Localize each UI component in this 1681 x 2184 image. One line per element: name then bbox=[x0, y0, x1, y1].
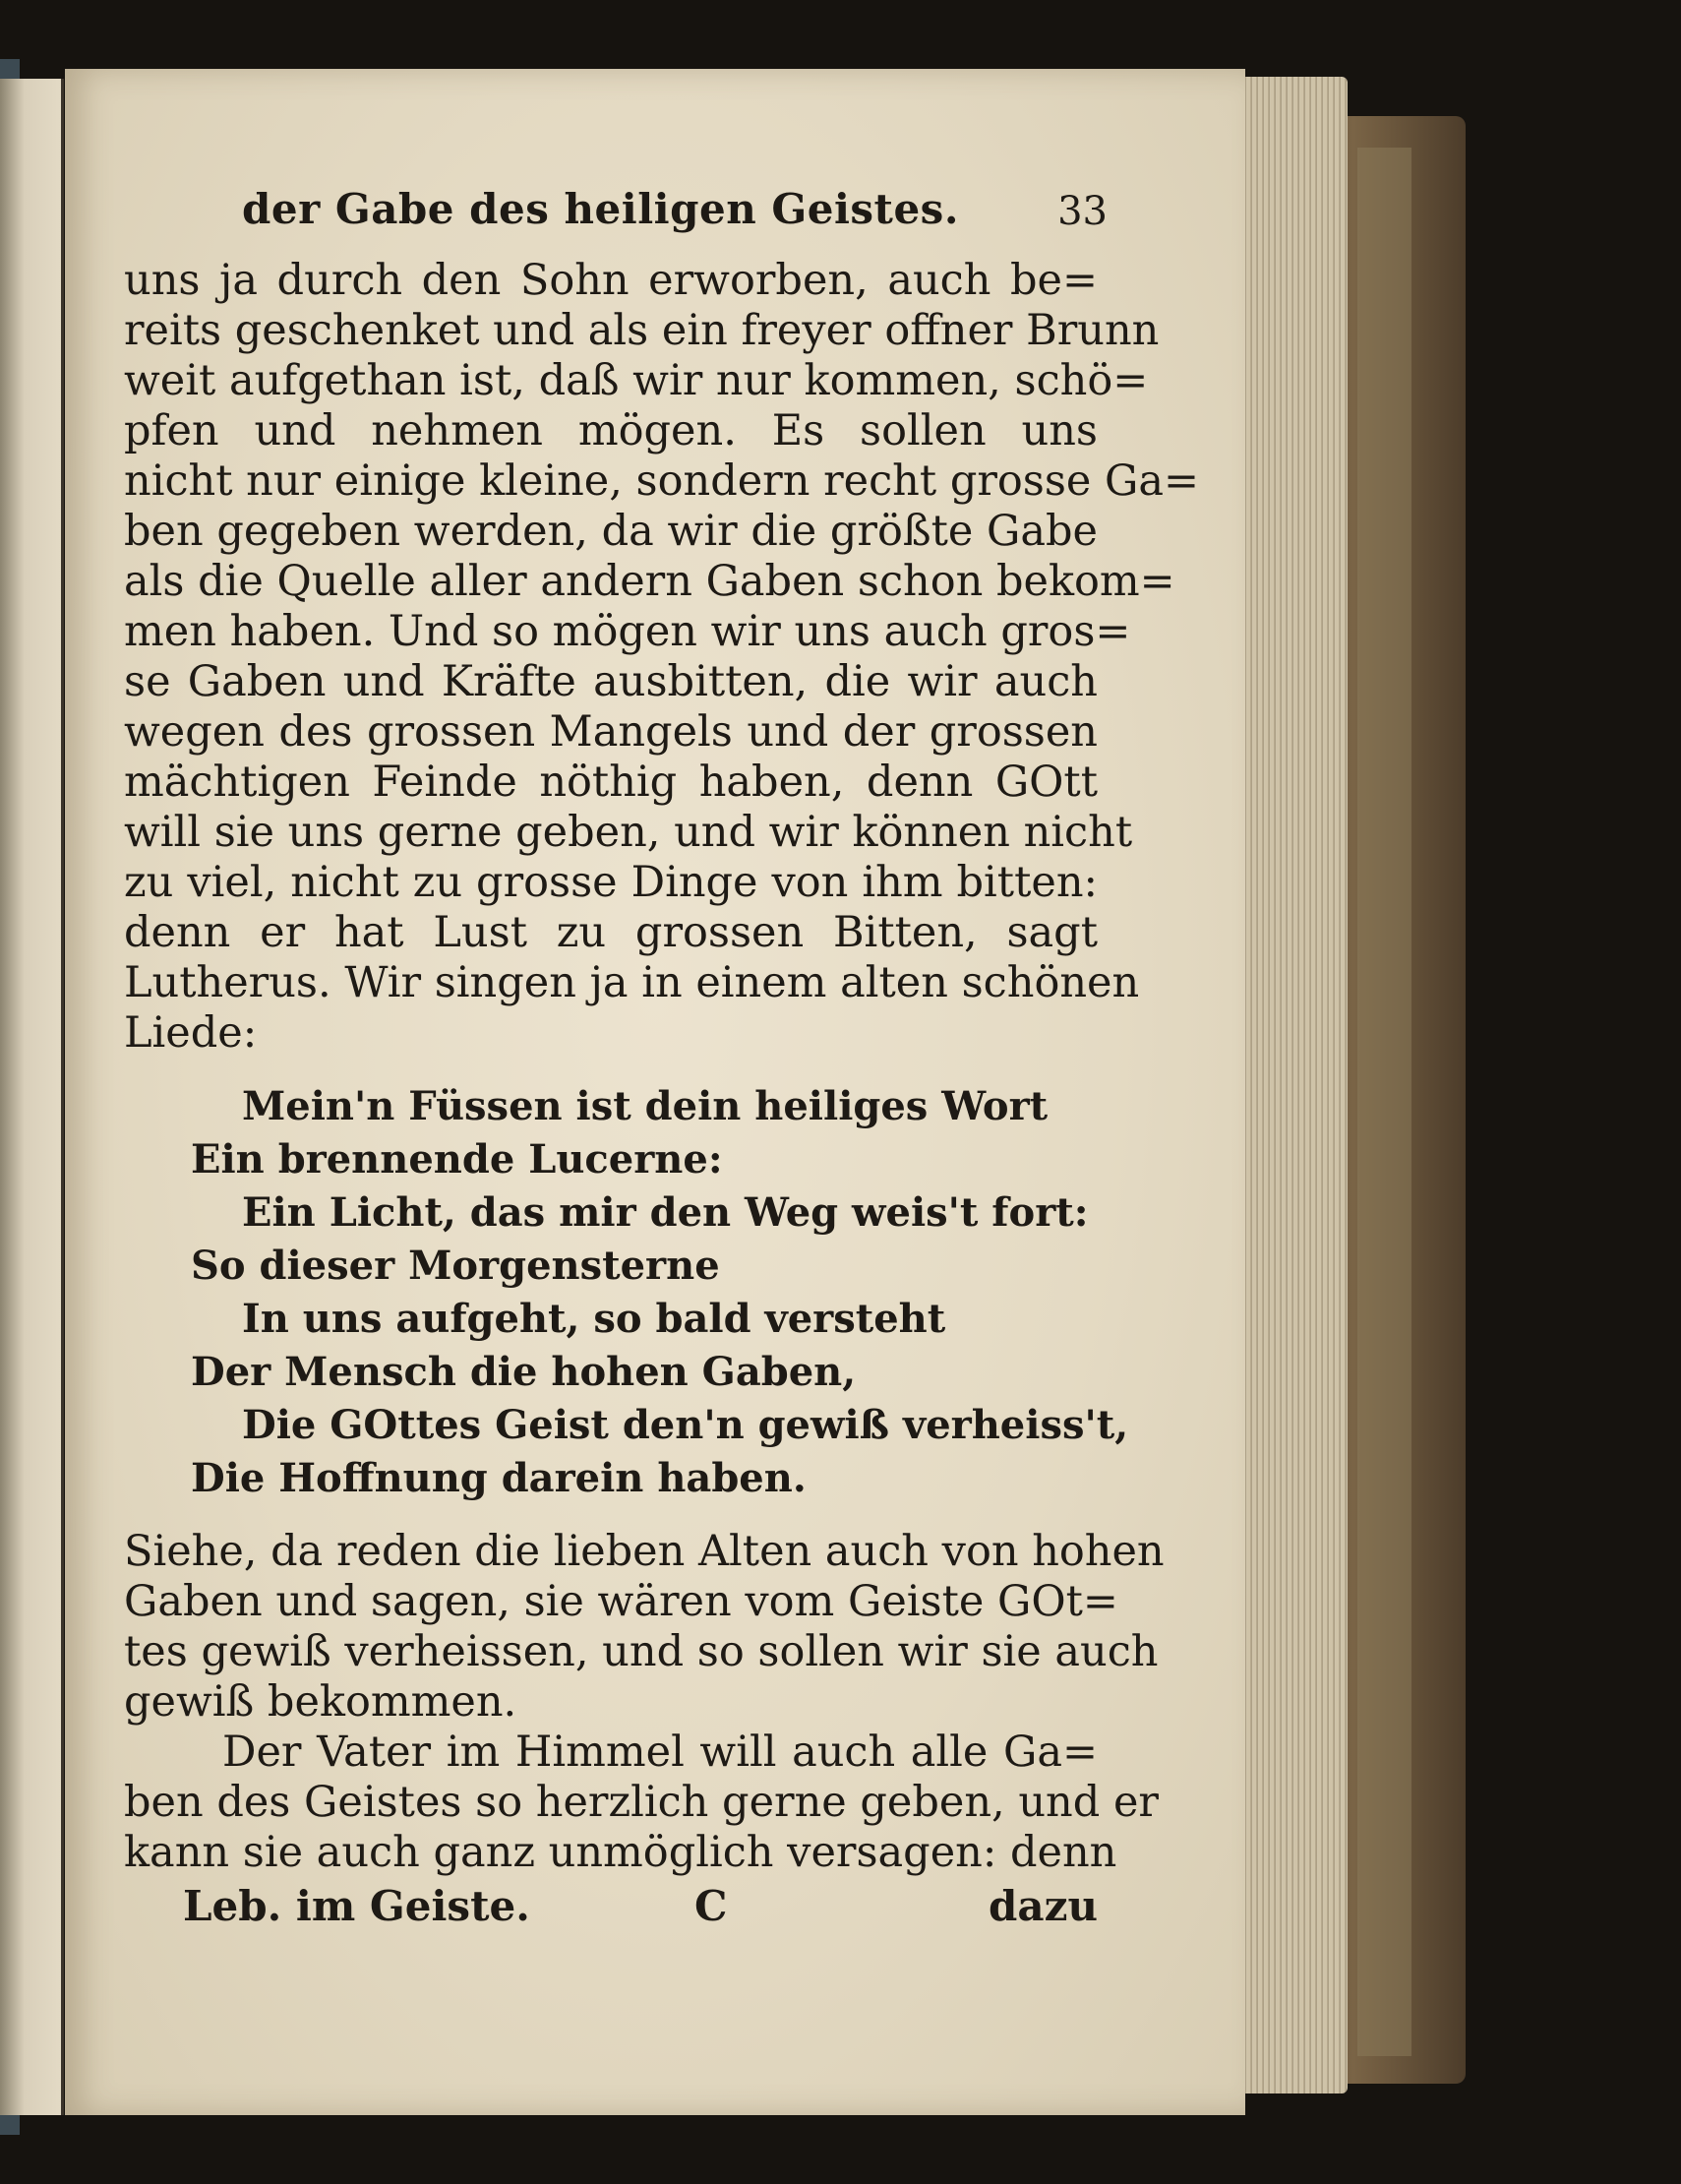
text-line: denn er hat Lust zu grossen Bitten, sagt bbox=[124, 908, 1098, 957]
text-line: Lutherus. Wir singen ja in einem alten schönen bbox=[124, 958, 1140, 1007]
text-line: men haben. Und so mögen wir uns auch gros= bbox=[124, 607, 1131, 656]
paragraph-3 bbox=[124, 1728, 1159, 1878]
text-line: weit aufgethan ist, daß wir nur kommen, schö= bbox=[124, 356, 1149, 405]
page-text-block bbox=[124, 177, 1200, 1941]
verse-line: Ein brennende Lucerne: bbox=[191, 1136, 723, 1183]
verse-line: So dieser Morgensterne bbox=[191, 1243, 720, 1289]
text-line: zu viel, nicht zu grosse Dinge von ihm bitten: bbox=[124, 858, 1098, 907]
page-edges bbox=[1230, 77, 1348, 2093]
text-line: Siehe, da reden die lieben Alten auch von hohen bbox=[124, 1527, 1165, 1576]
text-line: reits geschenket und als ein freyer offner Brunn bbox=[124, 306, 1160, 355]
paragraph-2 bbox=[124, 1527, 1165, 1728]
text-line: kann sie auch ganz unmöglich versagen: denn bbox=[124, 1828, 1117, 1877]
text-line: uns ja durch den Sohn erworben, auch be= bbox=[124, 256, 1098, 305]
text-line: tes gewiß verheissen, und so sollen wir sie auch bbox=[124, 1627, 1159, 1676]
text-line: ben gegeben werden, da wir die größte Gabe bbox=[124, 507, 1098, 556]
verse-line: Die GOttes Geist den'n gewiß verheiss't, bbox=[242, 1402, 1129, 1448]
signature-mark: C bbox=[694, 1882, 728, 1930]
running-head: der Gabe des heiligen Geistes. bbox=[242, 185, 959, 233]
hymn-verse bbox=[124, 1080, 1129, 1505]
verse-line: Der Mensch die hohen Gaben, bbox=[191, 1349, 857, 1395]
cover-board-inner bbox=[1357, 148, 1411, 2056]
text-line: ben des Geistes so herzlich gerne geben, und er bbox=[124, 1778, 1159, 1827]
page-number: 33 bbox=[1057, 189, 1108, 234]
verse-line: Die Hoffnung darein haben. bbox=[191, 1455, 807, 1501]
text-line: se Gaben und Kräfte ausbitten, die wir auch bbox=[124, 657, 1098, 706]
left-page-edge bbox=[0, 79, 64, 2115]
page-header bbox=[124, 177, 1108, 256]
signature-line: Leb. im Geiste. bbox=[183, 1882, 530, 1930]
text-line: Gaben und sagen, sie wären vom Geiste GOt= bbox=[124, 1577, 1118, 1626]
verse-line: Ein Licht, das mir den Weg weis't fort: bbox=[242, 1189, 1089, 1236]
book-page bbox=[65, 69, 1245, 2115]
paragraph-1 bbox=[124, 256, 1200, 1059]
text-line: Liede: bbox=[124, 1008, 258, 1058]
text-line: mächtigen Feinde nöthig haben, denn GOtt bbox=[124, 758, 1098, 807]
text-line: gewiß bekommen. bbox=[124, 1677, 517, 1727]
text-line: als die Quelle aller andern Gaben schon bekom= bbox=[124, 557, 1175, 606]
verse-line: In uns aufgeht, so bald versteht bbox=[242, 1296, 946, 1342]
text-line: Der Vater im Himmel will auch alle Ga= bbox=[222, 1728, 1098, 1777]
page-footer bbox=[124, 1882, 1098, 1941]
text-line: will sie uns gerne geben, und wir können nicht bbox=[124, 808, 1133, 857]
text-line: pfen und nehmen mögen. Es sollen uns bbox=[124, 406, 1098, 455]
text-line: nicht nur einige kleine, sondern recht grosse Ga= bbox=[124, 456, 1200, 506]
catchword: dazu bbox=[989, 1882, 1098, 1930]
verse-line: Mein'n Füssen ist dein heiliges Wort bbox=[242, 1083, 1049, 1129]
text-line: wegen des grossen Mangels und der grossen bbox=[124, 707, 1098, 757]
